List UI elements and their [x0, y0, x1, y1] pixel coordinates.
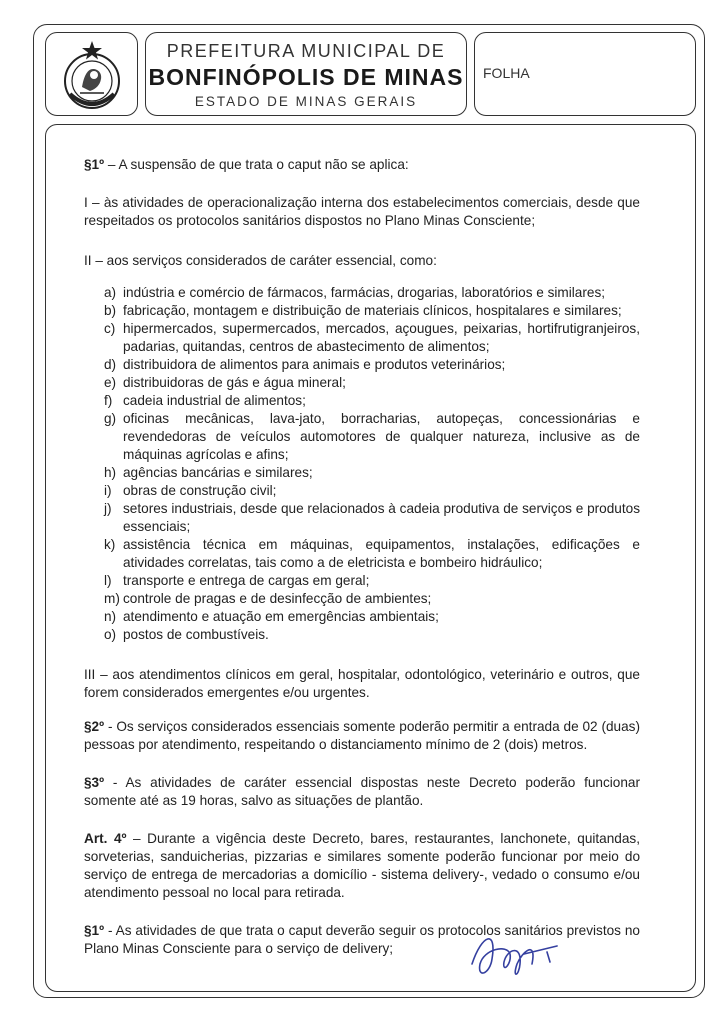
paragraph-5 [84, 718, 640, 754]
list-item: j) setores industriais, desde que relacionados à cadeia produtiva de serviços e produtos essenciais; [104, 501, 640, 534]
paragraph-text: II – aos serviços considerados de caráter essencial, como: [84, 253, 437, 268]
header-state: ESTADO DE MINAS GERAIS [194, 94, 418, 109]
paragraph-6 [84, 774, 640, 810]
essential-services-list [104, 284, 640, 644]
logo-box [45, 32, 138, 116]
paragraph-3 [84, 252, 640, 270]
paragraph-label: §3º [84, 775, 105, 790]
paragraph-label: Art. 4º [84, 831, 127, 846]
list-item: m) controle de pragas e de desinfecção de ambientes; [104, 591, 432, 606]
list-item: k) assistência técnica em máquinas, equipamentos, instalações, edificações e atividades correlatas, tais como a de eletricista e bombeiro hidráulico; [104, 537, 640, 570]
list-item: n) atendimento e atuação em emergências ambientais; [104, 609, 439, 624]
paragraph-1 [84, 156, 640, 174]
paragraph-4 [84, 666, 640, 702]
paragraph-label: §1º [84, 157, 105, 172]
paragraph-text: I – às atividades de operacionalização interna dos estabelecimentos comerciais, desde que respeitados os protocolos sanitários dispostos no Plano Minas Consciente; [84, 195, 640, 228]
list-item: o) postos de combustíveis. [104, 627, 269, 642]
list-item: h) agências bancárias e similares; [104, 465, 313, 480]
list-item: b) fabricação, montagem e distribuição de materiais clínicos, hospitalares e similares; [104, 303, 622, 318]
folha-box [474, 32, 696, 116]
list-item: l) transporte e entrega de cargas em geral; [104, 573, 370, 588]
paragraph-7 [84, 830, 640, 902]
paragraph-text: III – aos atendimentos clínicos em geral, hospitalar, odontológico, veterinário e outros, que forem considerados emergentes e/ou urgentes. [84, 667, 640, 700]
list-item: e) distribuidoras de gás e água mineral; [104, 375, 346, 390]
list-item: f) cadeia industrial de alimentos; [104, 393, 306, 408]
paragraph-text: - Os serviços considerados essenciais somente poderão permitir a entrada de 02 (duas) pessoas por atendimento, respeitando o distanciamento mínimo de 2 (dois) metros. [84, 719, 640, 752]
folha-label: FOLHA [483, 65, 530, 81]
header-city-name: BONFINÓPOLIS DE MINAS [148, 64, 464, 90]
paragraph-text: - As atividades de caráter essencial dispostas neste Decreto poderão funcionar somente até as 19 horas, salvo as situações de plantão. [84, 775, 640, 808]
paragraph-label: §1º [84, 923, 105, 938]
list-item: i) obras de construção civil; [104, 483, 277, 498]
list-item: a) indústria e comércio de fármacos, farmácias, drogarias, laboratórios e similares; [104, 285, 606, 300]
list-item: c) hipermercados, supermercados, mercados, açougues, peixarias, hortifrutigranjeiros, padarias, quitandas, centros de abastecimento de alimentos; [104, 321, 640, 354]
paragraph-text: – Durante a vigência deste Decreto, bares, restaurantes, lanchonete, quitandas, sorveterias, sanduicherias, pizzarias e similares somente poderão funcionar por meio do serviço de entrega de mercadorias a domicílio - sistema delivery-, vedado o consumo e/ou atendimento pessoal no local para retirada. [84, 831, 640, 900]
paragraph-text: – A suspensão de que trata o caput não se aplica: [104, 157, 409, 172]
header-title-box [145, 32, 467, 116]
paragraph-2 [84, 194, 640, 230]
list-item: d) distribuidora de alimentos para animais e produtos veterinários; [104, 357, 506, 372]
handwritten-signature [462, 924, 582, 984]
paragraph-label: §2º [84, 719, 105, 734]
list-item: g) oficinas mecânicas, lava-jato, borracharias, autopeças, concessionárias e revendedoras de veículos automotores de qualquer natureza, inclusive as de máquinas agrícolas e afins; [104, 411, 640, 462]
paragraph-text: - As atividades de que trata o caput deverão seguir os protocolos sanitários previstos no Plano Minas Consciente para o serviço de delivery; [84, 923, 640, 956]
municipal-seal-logo [60, 39, 124, 111]
header-line-1: PREFEITURA MUNICIPAL DE [166, 41, 446, 61]
